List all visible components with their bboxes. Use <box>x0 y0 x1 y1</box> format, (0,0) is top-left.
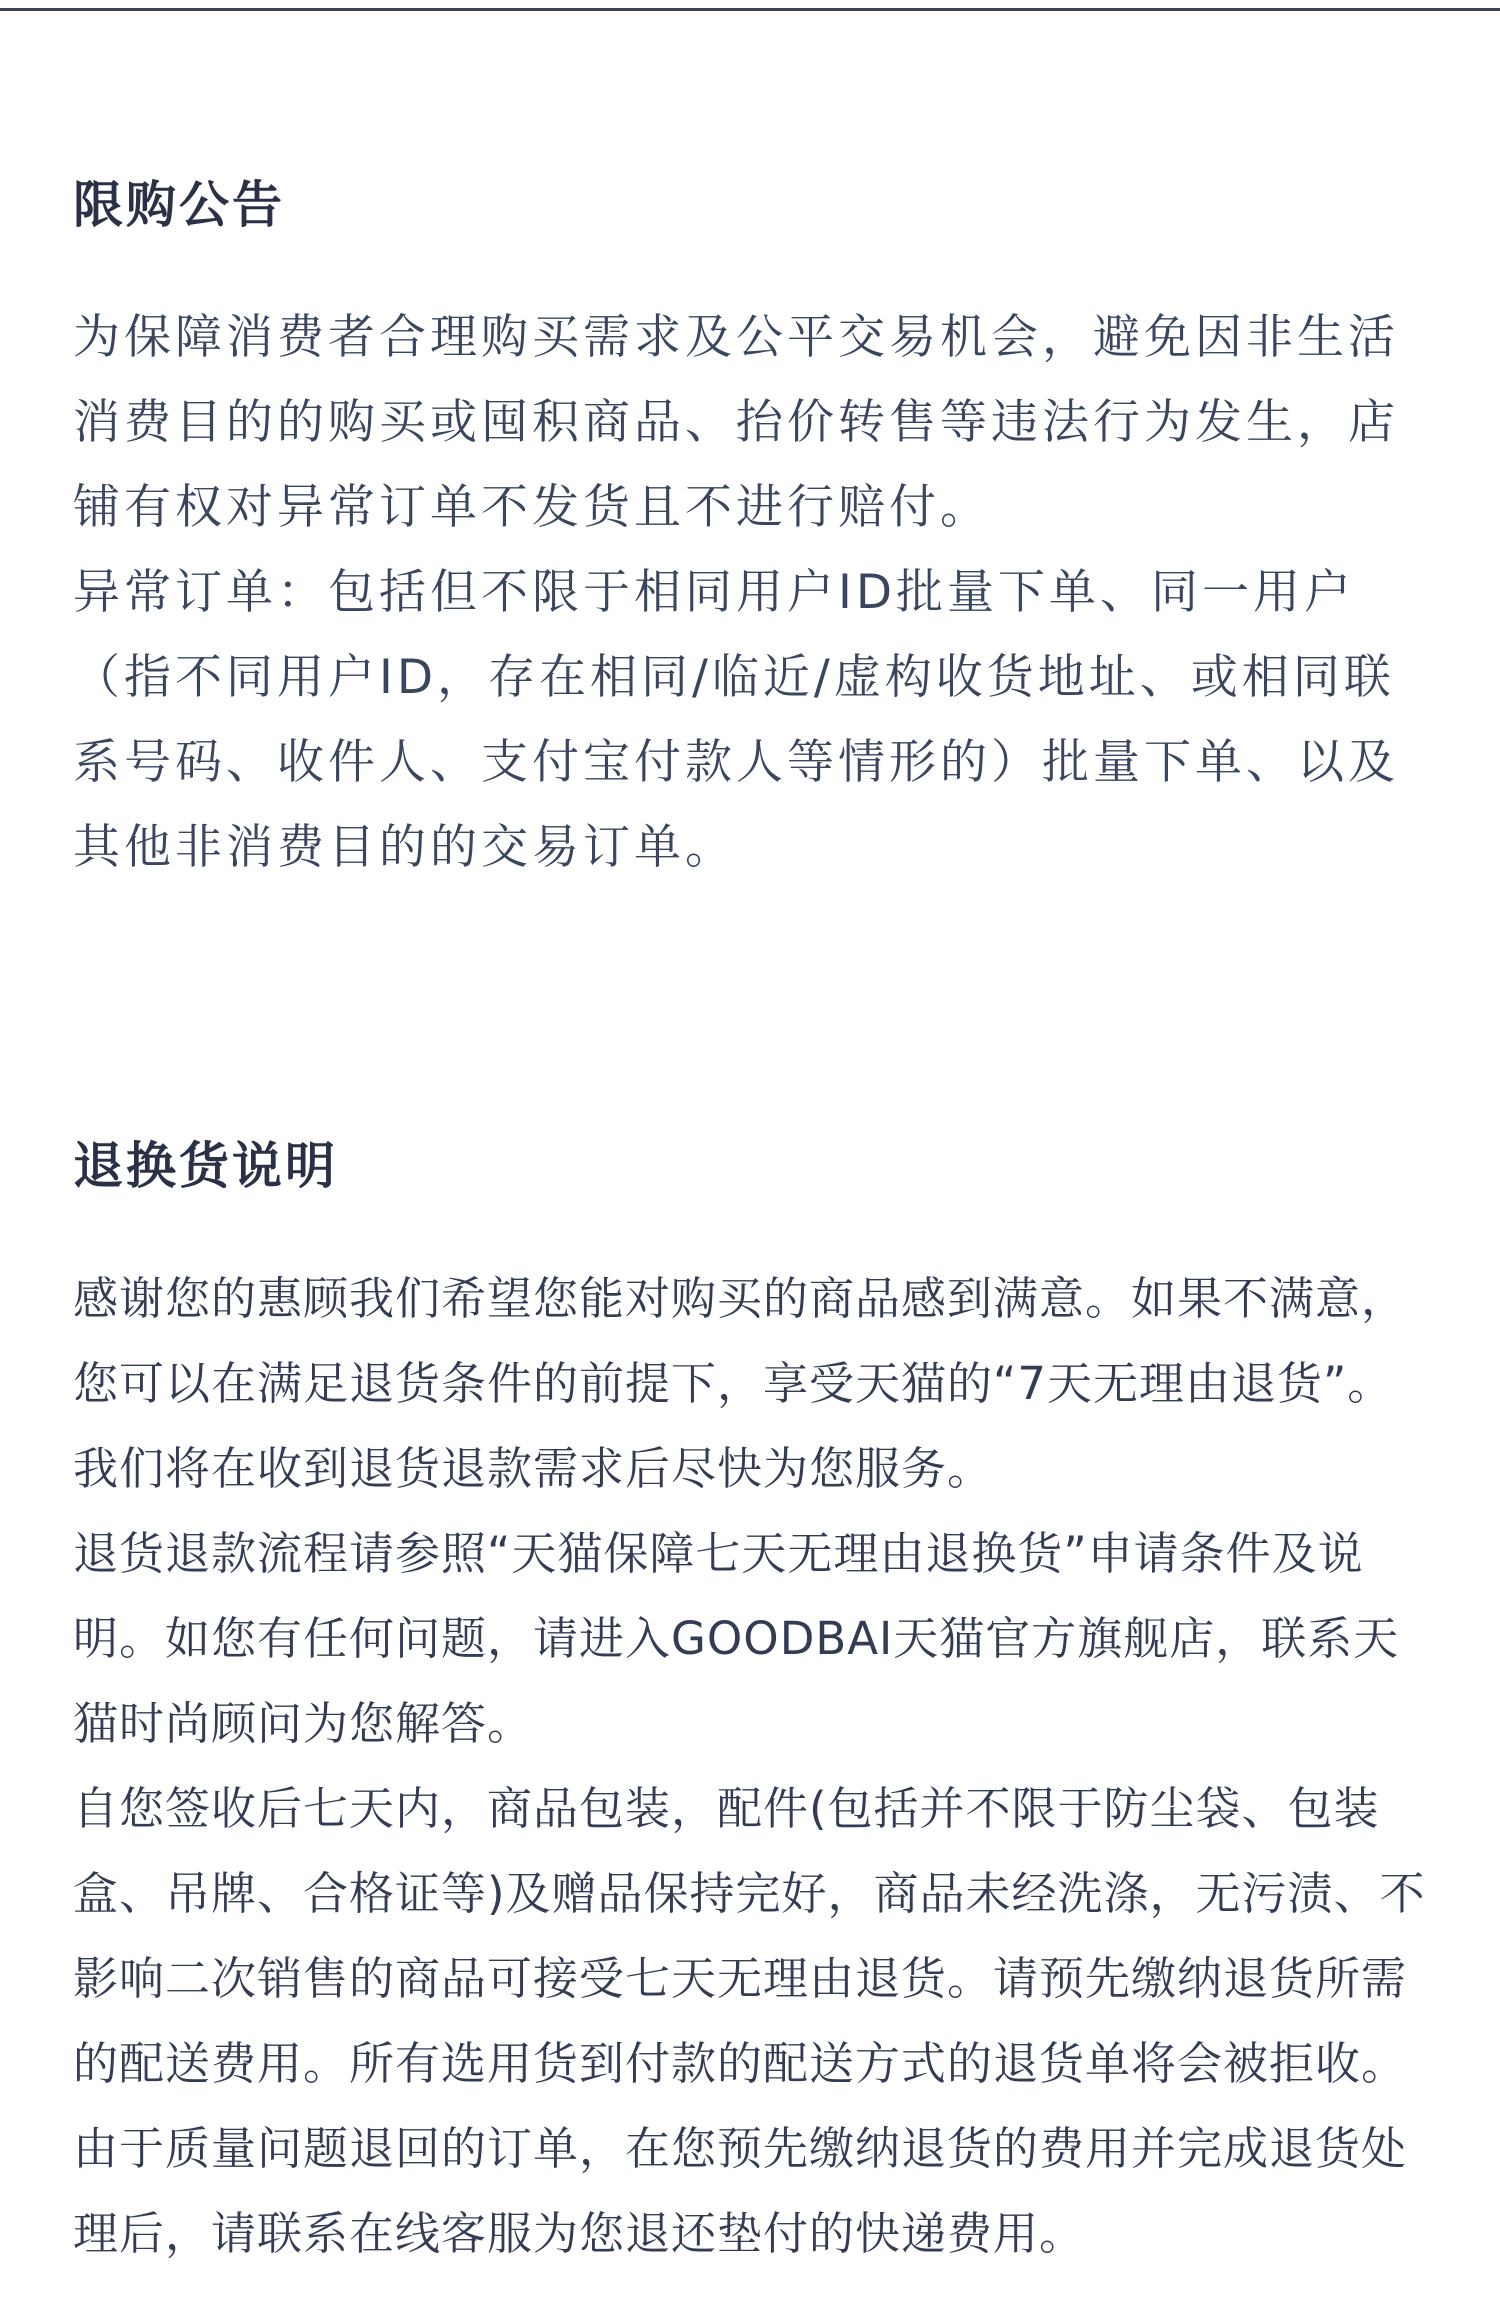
policy-page <box>73 170 1433 2276</box>
returns-conditions-paragraph: 自您签收后七天内，商品包装，配件(包括并不限于防尘袋、包装盒、吊牌、合格证等)及赠品保持完好，商品未经洗涤，无污渍、不影响二次销售的商品可接受七天无理由退货。请预先缴纳退货所需的配送费用。所有选用货到付款的配送方式的退货单将会被拒收。由于质量问题退回的订单，在您预先缴纳退货的费用并完成退货处理后，请联系在线客服为您退还垫付的快递费用。 <box>73 1782 1426 2260</box>
returns-title: 退换货说明 <box>73 1137 338 1195</box>
purchase-limit-title: 限购公告 <box>73 176 285 234</box>
purchase-limit-section <box>73 170 1433 890</box>
returns-intro-paragraph: 感谢您的惠顾我们希望您能对购买的商品感到满意。如果不满意，您可以在满足退货条件的前提下，享受天猫的“7天无理由退货”。我们将在收到退货退款需求后尽快为您服务。 <box>73 1272 1408 1495</box>
purchase-limit-paragraph: 为保障消费者合理购买需求及公平交易机会，避免因非生活消费目的的购买或囤积商品、抬价转售等违法行为发生，店铺有权对异常订单不发货且不进行赔付。 <box>73 310 1399 535</box>
abnormal-order-paragraph: 异常订单：包括但不限于相同用户ID批量下单、同一用户（指不同用户ID，存在相同/临近/虚构收货地址、或相同联系号码、收件人、支付宝付款人等情形的）批量下单、以及其他非消费目的的交易订单。 <box>73 565 1399 875</box>
returns-body <box>73 1256 1433 2276</box>
returns-process-paragraph: 退货退款流程请参照“天猫保障七天无理由退换货”申请条件及说明。如您有任何问题，请进入GOODBAI天猫官方旗舰店，联系天猫时尚顾问为您解答。 <box>73 1527 1400 1750</box>
purchase-limit-body <box>73 295 1433 890</box>
top-divider <box>0 0 1500 11</box>
returns-section <box>73 1131 1433 2276</box>
